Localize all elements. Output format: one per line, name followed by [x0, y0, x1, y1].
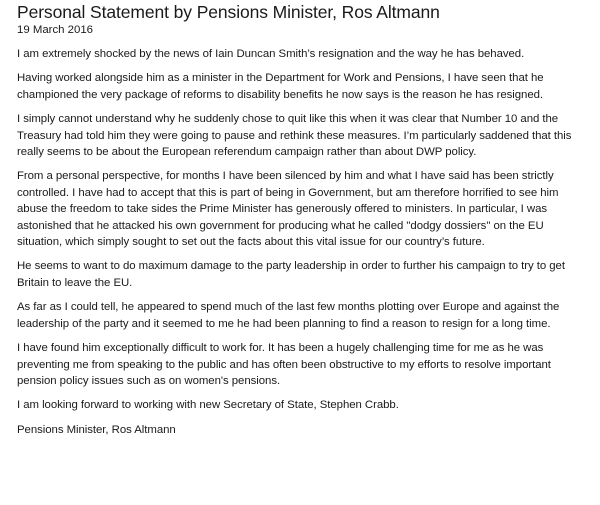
signature: Pensions Minister, Ros Altmann — [17, 423, 176, 436]
document-title: Personal Statement by Pensions Minister, Ros Altmann — [17, 2, 440, 22]
paragraph-4: From a personal perspective, for months I have been silenced by him and what I have said has been strictly controlled. I have had to accept that this is part of being in Government, but am therefore horrified to see him abuse the freedom to take sides the Prime Minister has generously offered to ministers. In particular, I was astonished that he attacked his own government for producing what he called "dodgy dossiers" on the EU situation, which simply sought to set out the facts about this vital issue for our country’s future. — [17, 170, 559, 249]
paragraph-1: I am extremely shocked by the news of Iain Duncan Smith’s resignation and the way he has behaved. — [17, 48, 525, 60]
document-date: 19 March 2016 — [17, 24, 93, 36]
paragraph-2: Having worked alongside him as a minister in the Department for Work and Pensions, I have seen that he championed the very package of reforms to disability benefits he now says is the reason he has resigned. — [17, 72, 544, 101]
paragraph-7: I have found him exceptionally difficult to work for. It has been a hugely challenging time for me as he was preventing me from speaking to the public and has often been obstructive to my efforts to resolve important pension policy issues such as on women's pensions. — [17, 342, 551, 387]
paragraph-6: As far as I could tell, he appeared to spend much of the last few months plotting over Europe and against the leadership of the party and it seemed to me he had been planning to find a reason to resign for a long time. — [17, 301, 560, 330]
paragraph-8: I am looking forward to working with new Secretary of State, Stephen Crabb. — [17, 399, 399, 412]
paragraph-3: I simply cannot understand why he suddenly chose to quit like this when it was clear that Number 10 and the Treasury had told him they were going to pause and rethink these measures. I’m particularly saddened that this really seems to be about the European referendum campaign rather than about DWP policy. — [17, 113, 572, 159]
paragraph-5: He seems to want to do maximum damage to the party leadership in order to further his campaign to try to get Britain to leave the EU. — [17, 260, 565, 289]
